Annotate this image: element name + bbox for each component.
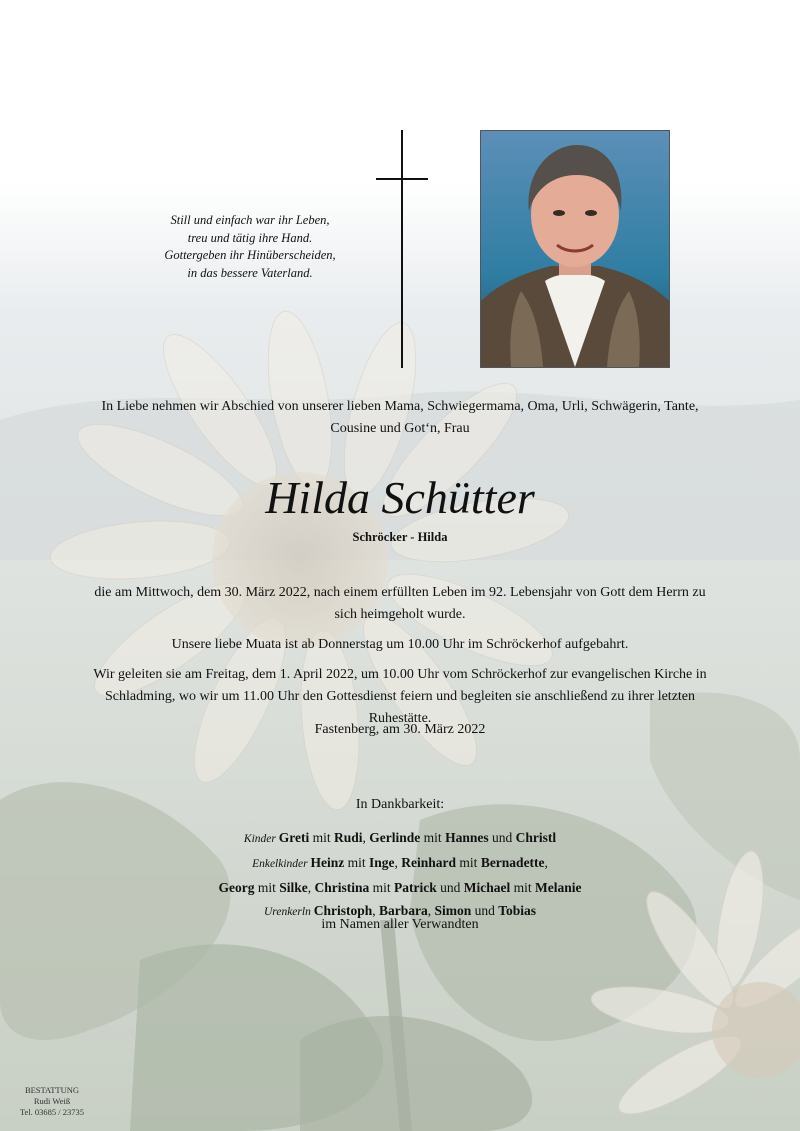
notice-paragraph: die am Mittwoch, dem 30. März 2022, nach einem erfüllten Leben im 92. Lebensjahr von Gott dem Herrn zu sich heimgeholt wurde. (94, 585, 706, 622)
notice-body (90, 582, 710, 738)
deceased-nickname: Schröcker - Hilda (352, 530, 448, 544)
undertaker-line: Rudi Weiß (33, 1096, 71, 1106)
cross-icon (376, 130, 428, 368)
deceased-name: Hilda Schütter (265, 472, 535, 523)
poem-line: treu und tätig ihre Hand. (187, 230, 313, 245)
great-grandchildren-label: Urenkerln (263, 906, 314, 918)
family-row-grandchildren-2: Georg mit Silke, Christina mit Patrick und Michael mit Melanie (218, 880, 582, 895)
poem-line: Gottergeben ihr Hinüberscheiden, (164, 248, 336, 262)
undertaker-line: Tel. 03685 / 23735 (19, 1107, 85, 1117)
thanks-heading: In Dankbarkeit: (355, 797, 445, 812)
family-row-children: Kinder Greti mit Rudi, Gerlinde mit Hannes und Christl (243, 830, 557, 845)
children-label: Kinder (243, 833, 279, 845)
place-date: Fastenberg, am 30. März 2022 (314, 722, 486, 737)
family-row-great-grandchildren: Urenkerln Christoph, Barbara, Simon und Tobias (263, 903, 537, 918)
family-row-grandchildren: Enkelkinder Heinz mit Inge, Reinhard mit Bernadette, (252, 855, 548, 870)
family-list (90, 826, 710, 924)
notice-paragraph: Unsere liebe Muata ist ab Donnerstag um 10.00 Uhr im Schröckerhof aufgebahrt. (171, 637, 629, 652)
undertaker-stamp (12, 1085, 92, 1118)
notice-paragraph: Wir geleiten sie am Freitag, dem 1. April 2022, um 10.00 Uhr vom Schröckerhof zur evangelischen Kirche in Schladming, wo wir um 11.00 Uhr den Gottesdienst feiern und begleiten sie anschließend zu ihrer letzten Ruhestätte. (93, 667, 707, 726)
memorial-poem (130, 212, 370, 282)
grandchildren-label: Enkelkinder (252, 858, 311, 870)
undertaker-line: BESTATTUNG (24, 1085, 80, 1095)
poem-line: Still und einfach war ihr Leben, (170, 213, 330, 227)
portrait-photo (480, 130, 670, 368)
relatives-line: im Namen aller Verwandten (321, 917, 479, 932)
poem-line: in das bessere Vaterland. (187, 265, 313, 280)
intro-text: In Liebe nehmen wir Abschied von unserer lieben Mama, Schwiegermama, Oma, Urli, Schwägerin, Tante, Cousine und Got‘n, Frau (101, 399, 699, 436)
